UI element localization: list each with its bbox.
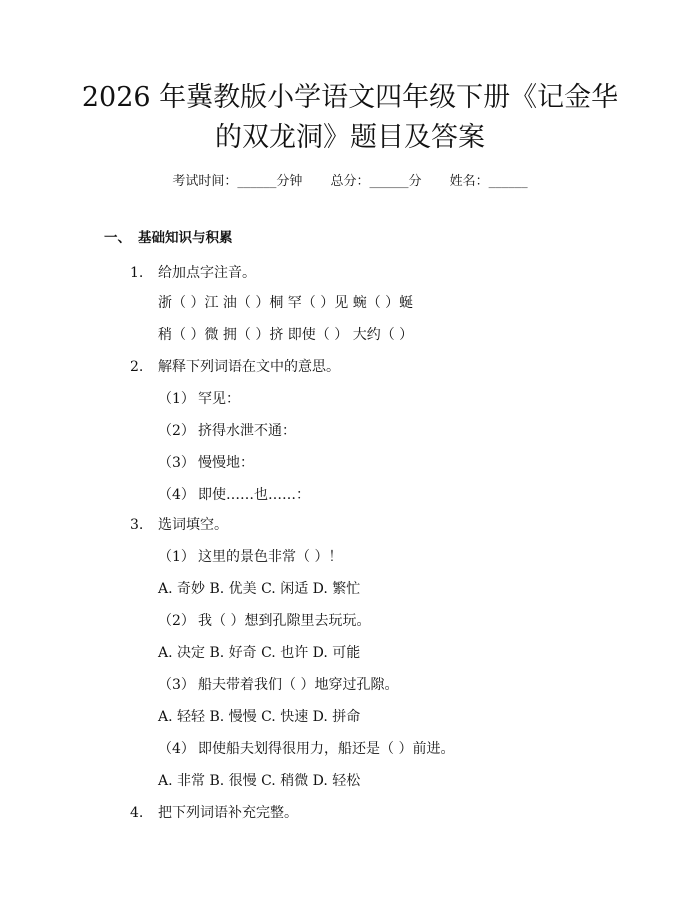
exam-meta bbox=[0, 170, 700, 189]
student-name: 姓名：______ bbox=[449, 174, 528, 189]
question-2 bbox=[130, 360, 340, 374]
sub-question: （3） 船夫带着我们（ ）地穿过孔隙。 bbox=[158, 677, 399, 693]
section-number: 一、 bbox=[104, 230, 131, 246]
sub-question: （2） 挤得水泄不通： bbox=[158, 423, 296, 439]
question-number: 2. bbox=[130, 359, 144, 375]
answer-options: A. 非常 B. 很慢 C. 稍微 D. 轻松 bbox=[158, 773, 361, 789]
pinyin-line-2: 稍（ ）微 拥（ ）挤 即使（ ） 大约（ ） bbox=[158, 327, 414, 343]
total-score: 总分：______分 bbox=[330, 174, 422, 189]
section-heading bbox=[104, 232, 233, 246]
question-text: 把下列词语补充完整。 bbox=[158, 805, 298, 821]
document-title-line-2: 的双龙洞》题目及答案 bbox=[215, 122, 485, 153]
question-text: 解释下列词语在文中的意思。 bbox=[158, 359, 340, 375]
question-number: 1. bbox=[130, 265, 144, 281]
question-text: 给加点字注音。 bbox=[158, 265, 256, 281]
question-number: 3. bbox=[130, 517, 144, 533]
document-title-line-1: 2026 年冀教版小学语文四年级下册《记金华 bbox=[81, 82, 619, 113]
sub-question: （2） 我（ ）想到孔隙里去玩玩。 bbox=[158, 613, 371, 629]
answer-options: A. 奇妙 B. 优美 C. 闲适 D. 繁忙 bbox=[158, 581, 361, 597]
sub-question: （4） 即使……也……： bbox=[158, 487, 310, 503]
exam-time: 考试时间：______分钟 bbox=[172, 174, 303, 189]
sub-question: （1） 这里的景色非常（ ）！ bbox=[158, 549, 343, 565]
sub-question: （3） 慢慢地： bbox=[158, 455, 254, 471]
question-number: 4. bbox=[130, 805, 144, 821]
question-text: 选词填空。 bbox=[158, 517, 228, 533]
question-3 bbox=[130, 518, 228, 532]
pinyin-line-1: 浙（ ）江 油（ ）桐 罕（ ）见 蜿（ ）蜒 bbox=[158, 295, 414, 311]
question-1 bbox=[130, 266, 256, 280]
section-title: 基础知识与积累 bbox=[138, 230, 233, 246]
sub-question: （1） 罕见： bbox=[158, 391, 240, 407]
answer-options: A. 轻轻 B. 慢慢 C. 快速 D. 拼命 bbox=[158, 709, 361, 725]
answer-options: A. 决定 B. 好奇 C. 也许 D. 可能 bbox=[158, 645, 361, 661]
sub-question: （4） 即使船夫划得很用力，船还是（ ）前进。 bbox=[158, 741, 455, 757]
question-4 bbox=[130, 806, 298, 820]
